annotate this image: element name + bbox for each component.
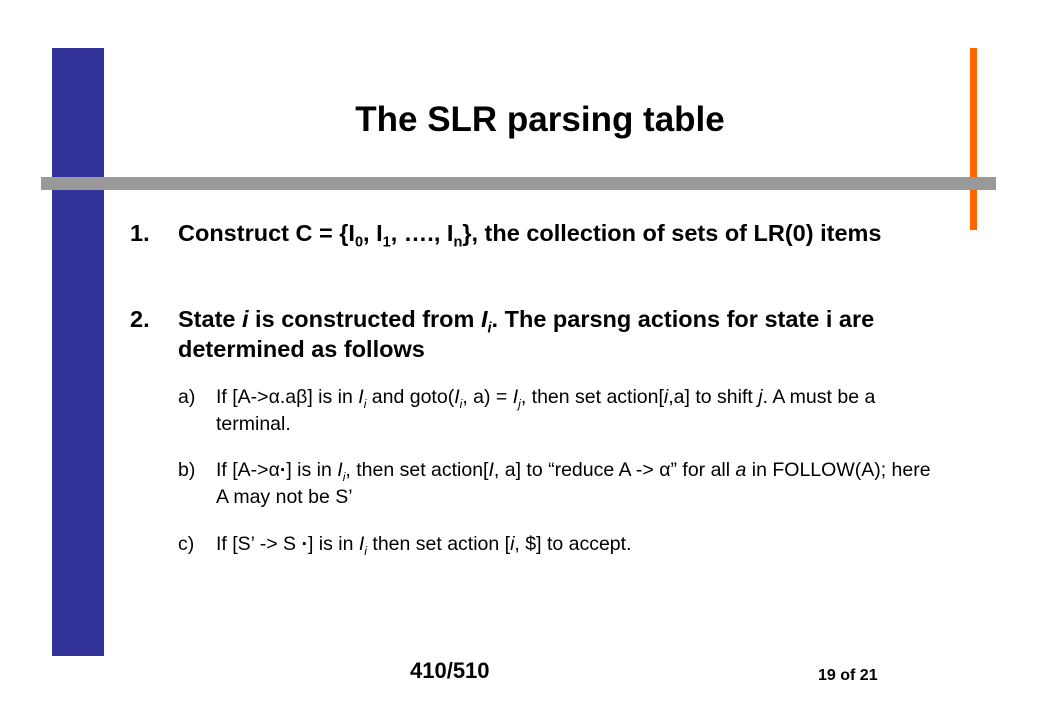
sub-text: If [A->α·] is in $I_i$, then set action[I, a] to “reduce A -> α” for all a in FOLLOW(A); here A may not be S’ [216,459,931,508]
list-text: State i is constructed from $I_i$. The parsng actions for state i are determined as follows [178,306,875,362]
page-counter: 19 of 21 [818,667,878,684]
sub-label: c) [178,533,195,555]
course-label: 410/510 [410,658,490,683]
title-divider [41,177,996,190]
left-decorative-bar [52,48,104,656]
sub-text: If [A->α.aβ] is in $I_i$ and $goto(I_i$, $a) = I_j$, then set action[i,a] to shift j. A must be a terminal. [216,386,876,435]
sub-text: If [S’ -> S ·] is in $I_i$ then set action [i, $] to accept. [216,533,632,558]
slide-title: The SLR parsing table [355,100,725,139]
right-accent-bar [970,48,977,230]
list-number: 2. [130,306,150,332]
list-number: 1. [130,220,150,246]
sub-label: a) [178,386,196,408]
sub-label: b) [178,459,196,481]
list-text: Construct $C = \{I_0$, $I_1$, …., $I_n$}, the collection of sets of LR(0) items [178,220,882,251]
